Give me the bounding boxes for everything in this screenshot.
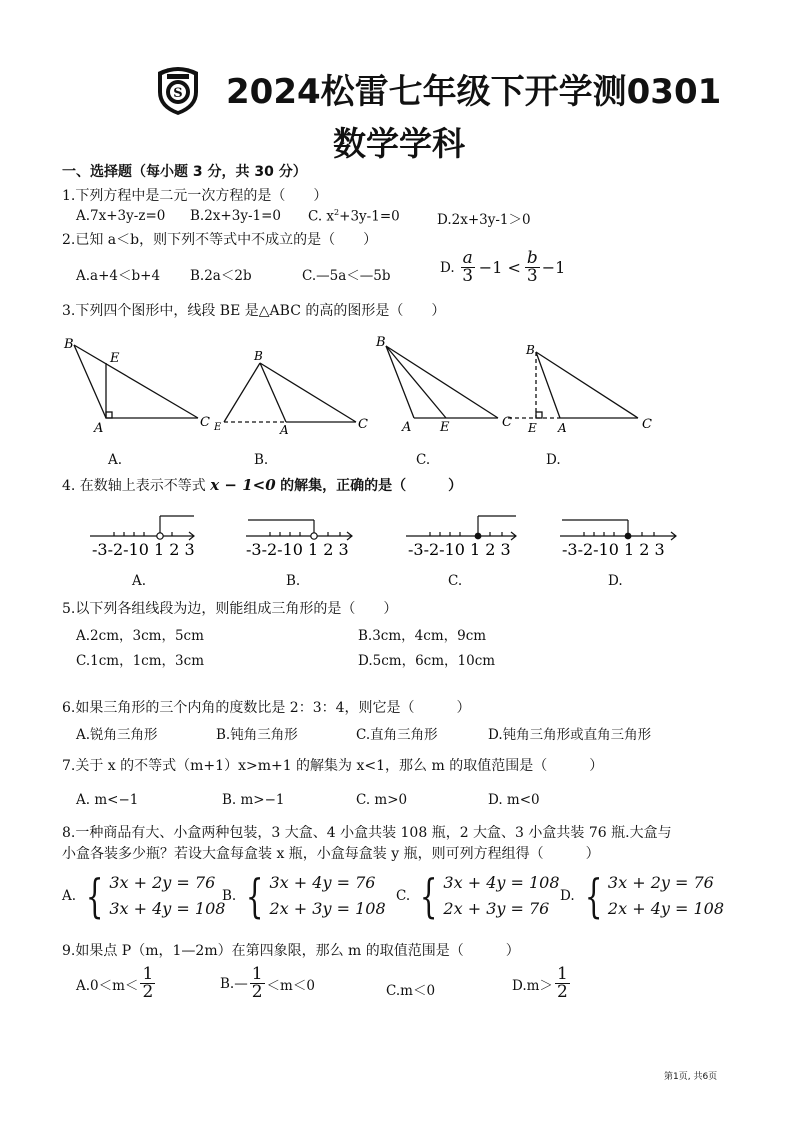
q4-label-c: C.: [448, 573, 463, 589]
page-subtitle: 数学学科: [333, 124, 465, 163]
q4-line-d: [560, 520, 676, 540]
q6-option-b: B.钝角三角形: [216, 727, 298, 743]
q3-figure-a: [74, 345, 198, 418]
q3-label-d: D.: [546, 452, 561, 468]
q6-option-c: C.直角三角形: [356, 727, 438, 743]
svg-text:C: C: [200, 415, 210, 430]
q6-option-d: D.钝角三角形或直角三角形: [488, 727, 652, 743]
q6-option-a: A.锐角三角形: [76, 727, 158, 743]
svg-text:B: B: [254, 349, 263, 363]
svg-text:B: B: [526, 343, 535, 357]
svg-text:B: B: [64, 337, 74, 352]
section-heading: 一、选择题（每小题 3 分，共 30 分）: [62, 164, 307, 180]
q7-option-c: C. m>0: [356, 792, 408, 808]
q2-option-d: D. $\frac{a}{3}$ −1 < $\frac{b}{3}$ −1: [440, 248, 566, 286]
q4-line-c: [406, 516, 516, 540]
svg-text:B: B: [376, 335, 386, 350]
q8-option-b: B. { 3x + 4y = 76 2x + 3y = 108: [222, 869, 386, 923]
q1-option-d: D.2x+3y-1＞0: [437, 212, 531, 228]
q3-label-a: A.: [108, 452, 123, 468]
page-title: 2024松雷七年级下开学测0301: [226, 72, 722, 112]
q3-label-b: B.: [254, 452, 269, 468]
svg-text:E: E: [440, 420, 450, 435]
q3-figure-b: [224, 363, 356, 422]
q8-option-a: A. { 3x + 2y = 76 3x + 4y = 108: [62, 869, 226, 923]
svg-text:-3-2-10 1 2 3: -3-2-10 1 2 3: [92, 540, 195, 559]
svg-text:C: C: [502, 415, 512, 430]
svg-text:-3-2-10 1 2 3: -3-2-10 1 2 3: [246, 540, 349, 559]
svg-text:S: S: [173, 86, 183, 101]
school-badge-icon: [152, 62, 204, 116]
q9-option-b: B.— $\frac{1}{2}$ ＜m＜0: [220, 964, 315, 1002]
q4-label-b: B.: [286, 573, 301, 589]
q5-option-d: D.5cm，6cm，10cm: [358, 653, 496, 669]
svg-text:A: A: [94, 421, 104, 436]
q7-option-d: D. m<0: [488, 792, 540, 808]
question-3-stem: 3.下列四个图形中，线段 BE 是△ABC 的高的图形是（ ）: [62, 303, 446, 319]
svg-text:-3-2-10 1 2 3: -3-2-10 1 2 3: [562, 540, 665, 559]
q3-figure-c: [386, 346, 498, 418]
q5-option-b: B.3cm，4cm，9cm: [358, 628, 487, 644]
q4-line-a: [90, 516, 194, 540]
q2-option-c: C.—5a＜—5b: [302, 268, 391, 284]
question-9-stem: 9.如果点 P（m，1—2m）在第四象限，那么 m 的取值范围是（ ）: [62, 943, 520, 959]
svg-text:A: A: [280, 423, 289, 437]
q9-option-a: A.0＜m＜ $\frac{1}{2}$: [76, 964, 154, 1002]
q5-option-c: C.1cm，1cm，3cm: [76, 653, 204, 669]
q8-option-d: D. { 3x + 2y = 76 2x + 4y = 108: [560, 869, 725, 923]
svg-text:C: C: [642, 417, 652, 432]
question-1-stem: 1.下列方程中是二元一次方程的是（ ）: [62, 188, 328, 204]
q9-option-d: D.m＞ $\frac{1}{2}$: [512, 964, 568, 1002]
svg-text:A: A: [402, 420, 412, 435]
svg-text:E: E: [214, 422, 222, 433]
q2-option-a: A.a+4＜b+4: [76, 268, 161, 284]
q3-label-c: C.: [416, 452, 431, 468]
q4-line-b: [246, 520, 352, 540]
q3-figures: [60, 330, 660, 445]
svg-text:E: E: [528, 421, 537, 435]
question-6-stem: 6.如果三角形的三个内角的度数比是 2：3：4，则它是（ ）: [62, 700, 471, 716]
svg-text:A: A: [558, 421, 567, 435]
q3-figure-d: [508, 352, 638, 418]
q9-option-c: C.m＜0: [386, 983, 436, 999]
q1-option-c: C. $x^2+3y-1=0$: [308, 208, 400, 225]
q2-option-b: B.2a＜2b: [190, 268, 252, 284]
q4-label-d: D.: [608, 573, 623, 589]
q4-label-a: A.: [132, 573, 147, 589]
svg-text:-3-2-10 1 2 3: -3-2-10 1 2 3: [408, 540, 511, 559]
svg-text:E: E: [110, 351, 120, 366]
svg-text:C: C: [358, 417, 368, 432]
q7-option-a: A. m<−1: [76, 792, 139, 808]
question-2-stem: 2.已知 a＜b，则下列不等式中不成立的是（ ）: [62, 232, 378, 248]
question-7-stem: 7.关于 x 的不等式（m+1）x>m+1 的解集为 x<1，那么 m 的取值范围是（ ）: [62, 758, 604, 774]
question-8-stem-line-1: 8.一种商品有大、小盒两种包装，3 大盒、4 小盒共装 108 瓶，2 大盒、3 小盒共装 76 瓶.大盒与: [62, 825, 672, 841]
q5-option-a: A.2cm，3cm，5cm: [76, 628, 204, 644]
question-8-stem-line-2: 小盒各装多少瓶？若设大盒每盒装 x 瓶，小盒每盒装 y 瓶，则可列方程组得（ ）: [62, 846, 600, 862]
q1-option-a: A.7x+3y-z=0: [76, 208, 166, 224]
q8-option-c: C. { 3x + 4y = 108 2x + 3y = 76: [396, 869, 560, 923]
question-5-stem: 5.以下列各组线段为边，则能组成三角形的是（ ）: [62, 601, 398, 617]
q4-number-lines: [86, 506, 686, 566]
q1-option-b: B.2x+3y-1=0: [190, 208, 281, 224]
page-number: 第1页, 共6页: [664, 1072, 718, 1082]
question-4-stem: 4. 在数轴上表示不等式 x − 1<0 的解集，正确的是（ ）: [62, 476, 463, 494]
q7-option-b: B. m>−1: [222, 792, 285, 808]
